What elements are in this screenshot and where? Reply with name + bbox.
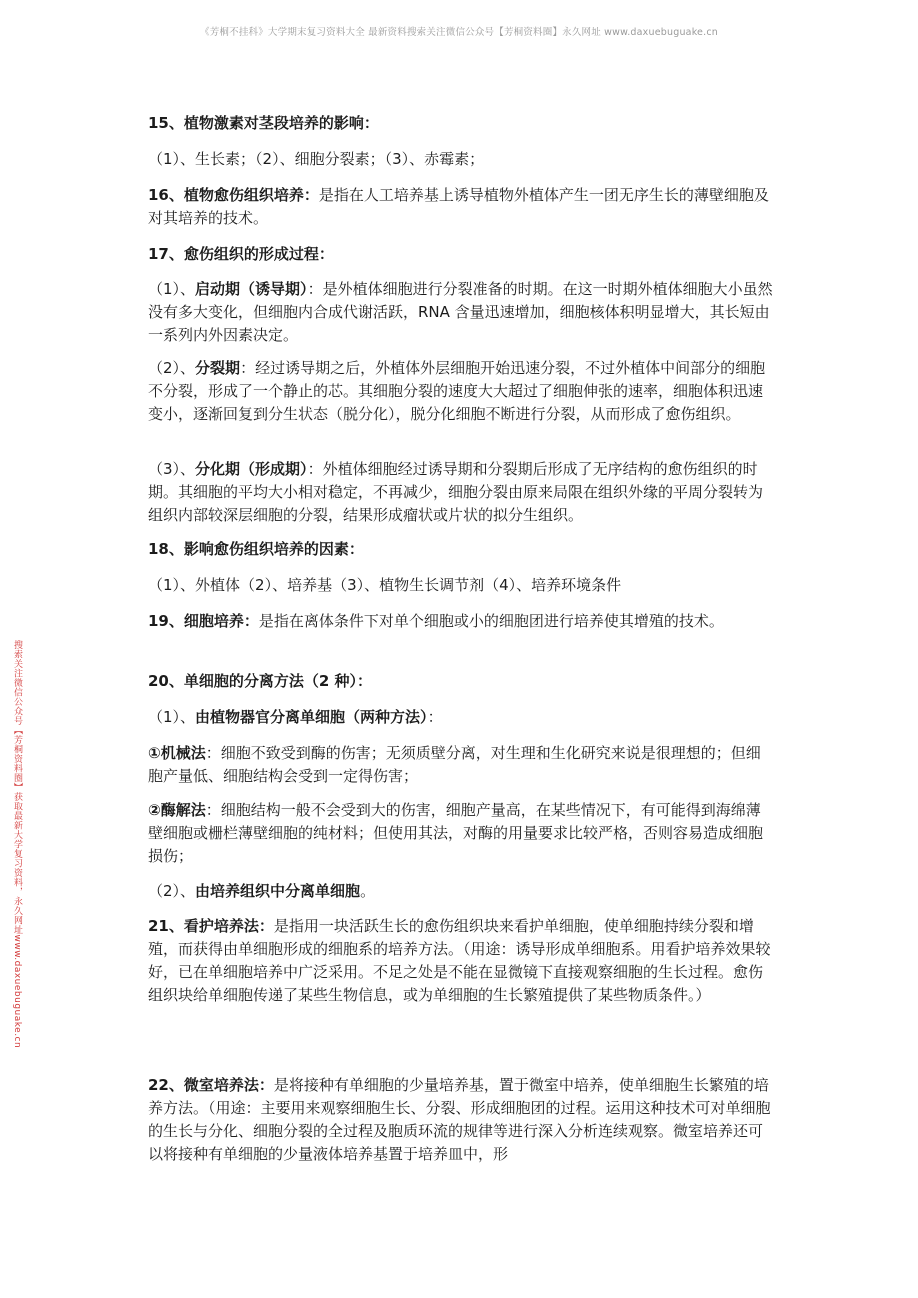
section-20-p1-term: 由植物器官分离单细胞（两种方法） [195, 708, 428, 726]
section-17-p3-term: 分化期（形成期） [195, 460, 308, 478]
sidebar-watermark: 搜索关注微信公众号【芳桐资料圈】获取最新大学复习资料，永久网址www.daxuebuguake.cn [12, 640, 22, 1049]
section-17-p2-prefix: （2）、 [148, 359, 196, 377]
section-16-title: 16、植物愈伤组织培养： [148, 186, 319, 204]
section-18-title: 18、影响愈伤组织培养的因素： [148, 540, 364, 558]
section-20-para-1 [148, 706, 774, 729]
section-17-p3-prefix: （3）、 [148, 460, 196, 478]
section-20-m1-body: ：细胞不致受到酶的伤害；无须质壁分离，对生理和生化研究来说是很理想的；但细胞产量低、细胞结构会受到一定得伤害； [148, 744, 761, 785]
section-17-p3-body: ：外植体细胞经过诱导期和分裂期后形成了无序结构的愈伤组织的时期。其细胞的平均大小相对稳定，不再减少，细胞分裂由原来局限在组织外缘的平周分裂转为组织内部较深层细胞的分裂，结果形成瘤状或片状的拟分生组织。 [148, 460, 764, 524]
section-17-p1-body: ：是外植体细胞进行分裂准备的时期。在这一时期外植体细胞大小虽然没有多大变化，但细胞内合成代谢活跃，RNA 含量迅速增加，细胞核体积明显增大，其长短由一系列内外因素决定。 [148, 280, 773, 344]
section-22-body: 是将接种有单细胞的少量培养基，置于微室中培养，使单细胞生长繁殖的培养方法。（用途：主要用来观察细胞生长、分裂、形成细胞团的过程。运用这种技术可对单细胞的生长与分化、细胞分裂的全过程及胞质环流的规律等进行深入分析连续观察。微室培养还可以将接种有单细胞的少量液体培养基置于培养皿中，形 [148, 1076, 771, 1163]
section-17-para-3 [148, 458, 774, 527]
section-22 [148, 1074, 774, 1166]
section-20-method-1 [148, 742, 774, 788]
section-17-p1-term: 启动期（诱导期） [195, 280, 308, 298]
section-20-p1-suffix: ： [427, 708, 443, 726]
section-17-p1-prefix: （1）、 [148, 280, 196, 298]
section-20-p1-prefix: （1）、 [148, 708, 196, 726]
section-15-body: （1）、生长素；（2）、细胞分裂素；（3）、赤霉素； [148, 150, 485, 168]
section-20-p2-term: 由培养组织中分离单细胞 [195, 882, 361, 900]
section-20-method-2 [148, 799, 774, 868]
section-20-m2-term: ②酶解法 [148, 801, 206, 819]
section-17-p2-term: 分裂期 [195, 359, 241, 377]
page-header-watermark: 《芳桐不挂科》大学期末复习资料大全 最新资料搜索关注微信公众号【芳桐资料圈】永久网址 www.daxuebuguake.cn [200, 27, 718, 38]
section-19-title: 19、细胞培养： [148, 612, 259, 630]
section-17-title: 17、愈伤组织的形成过程： [148, 245, 334, 263]
section-20-p2-prefix: （2）、 [148, 882, 196, 900]
section-18-body: （1）、外植体（2）、培养基（3）、植物生长调节剂（4）、培养环境条件 [148, 576, 622, 594]
section-16 [148, 184, 774, 230]
section-21-body: 是指用一块活跃生长的愈伤组织块来看护单细胞，使单细胞持续分裂和增殖，而获得由单细胞形成的细胞系的培养方法。（用途：诱导形成单细胞系。用看护培养效果较好，已在单细胞培养中广泛采用。不足之处是不能在显微镜下直接观察细胞的生长过程。愈伤组织块给单细胞传递了某些生物信息，或为单细胞的生长繁殖提供了某些物质条件。） [148, 917, 771, 1004]
section-17-para-2 [148, 357, 774, 426]
section-17-para-1 [148, 278, 774, 347]
section-21 [148, 915, 774, 1007]
section-20-p2-suffix: 。 [360, 882, 376, 900]
section-20-title: 20、单细胞的分离方法（2 种）： [148, 672, 373, 690]
section-20-m2-body: ：细胞结构一般不会受到大的伤害，细胞产量高，在某些情况下，有可能得到海绵薄壁细胞或栅栏薄壁细胞的纯材料；但使用其法，对酶的用量要求比较严格，否则容易造成细胞损伤； [148, 801, 764, 865]
section-15-title: 15、植物激素对茎段培养的影响： [148, 114, 379, 132]
section-21-title: 21、看护培养法： [148, 917, 274, 935]
section-19 [148, 610, 774, 633]
section-19-body: 是指在离体条件下对单个细胞或小的细胞团进行培养使其增殖的技术。 [258, 612, 724, 630]
section-22-title: 22、微室培养法： [148, 1076, 274, 1094]
section-17-p2-body: ：经过诱导期之后，外植体外层细胞开始迅速分裂，不过外植体中间部分的细胞不分裂，形成了一个静止的芯。其细胞分裂的速度大大超过了细胞伸张的速率，细胞体积迅速变小，逐渐回复到分生状态（脱分化），脱分化细胞不断进行分裂，从而形成了愈伤组织。 [148, 359, 766, 423]
section-20-m1-term: ①机械法 [148, 744, 206, 762]
section-16-body: 是指在人工培养基上诱导植物外植体产生一团无序生长的薄壁细胞及对其培养的技术。 [148, 186, 769, 227]
section-20-para-2 [148, 880, 774, 903]
